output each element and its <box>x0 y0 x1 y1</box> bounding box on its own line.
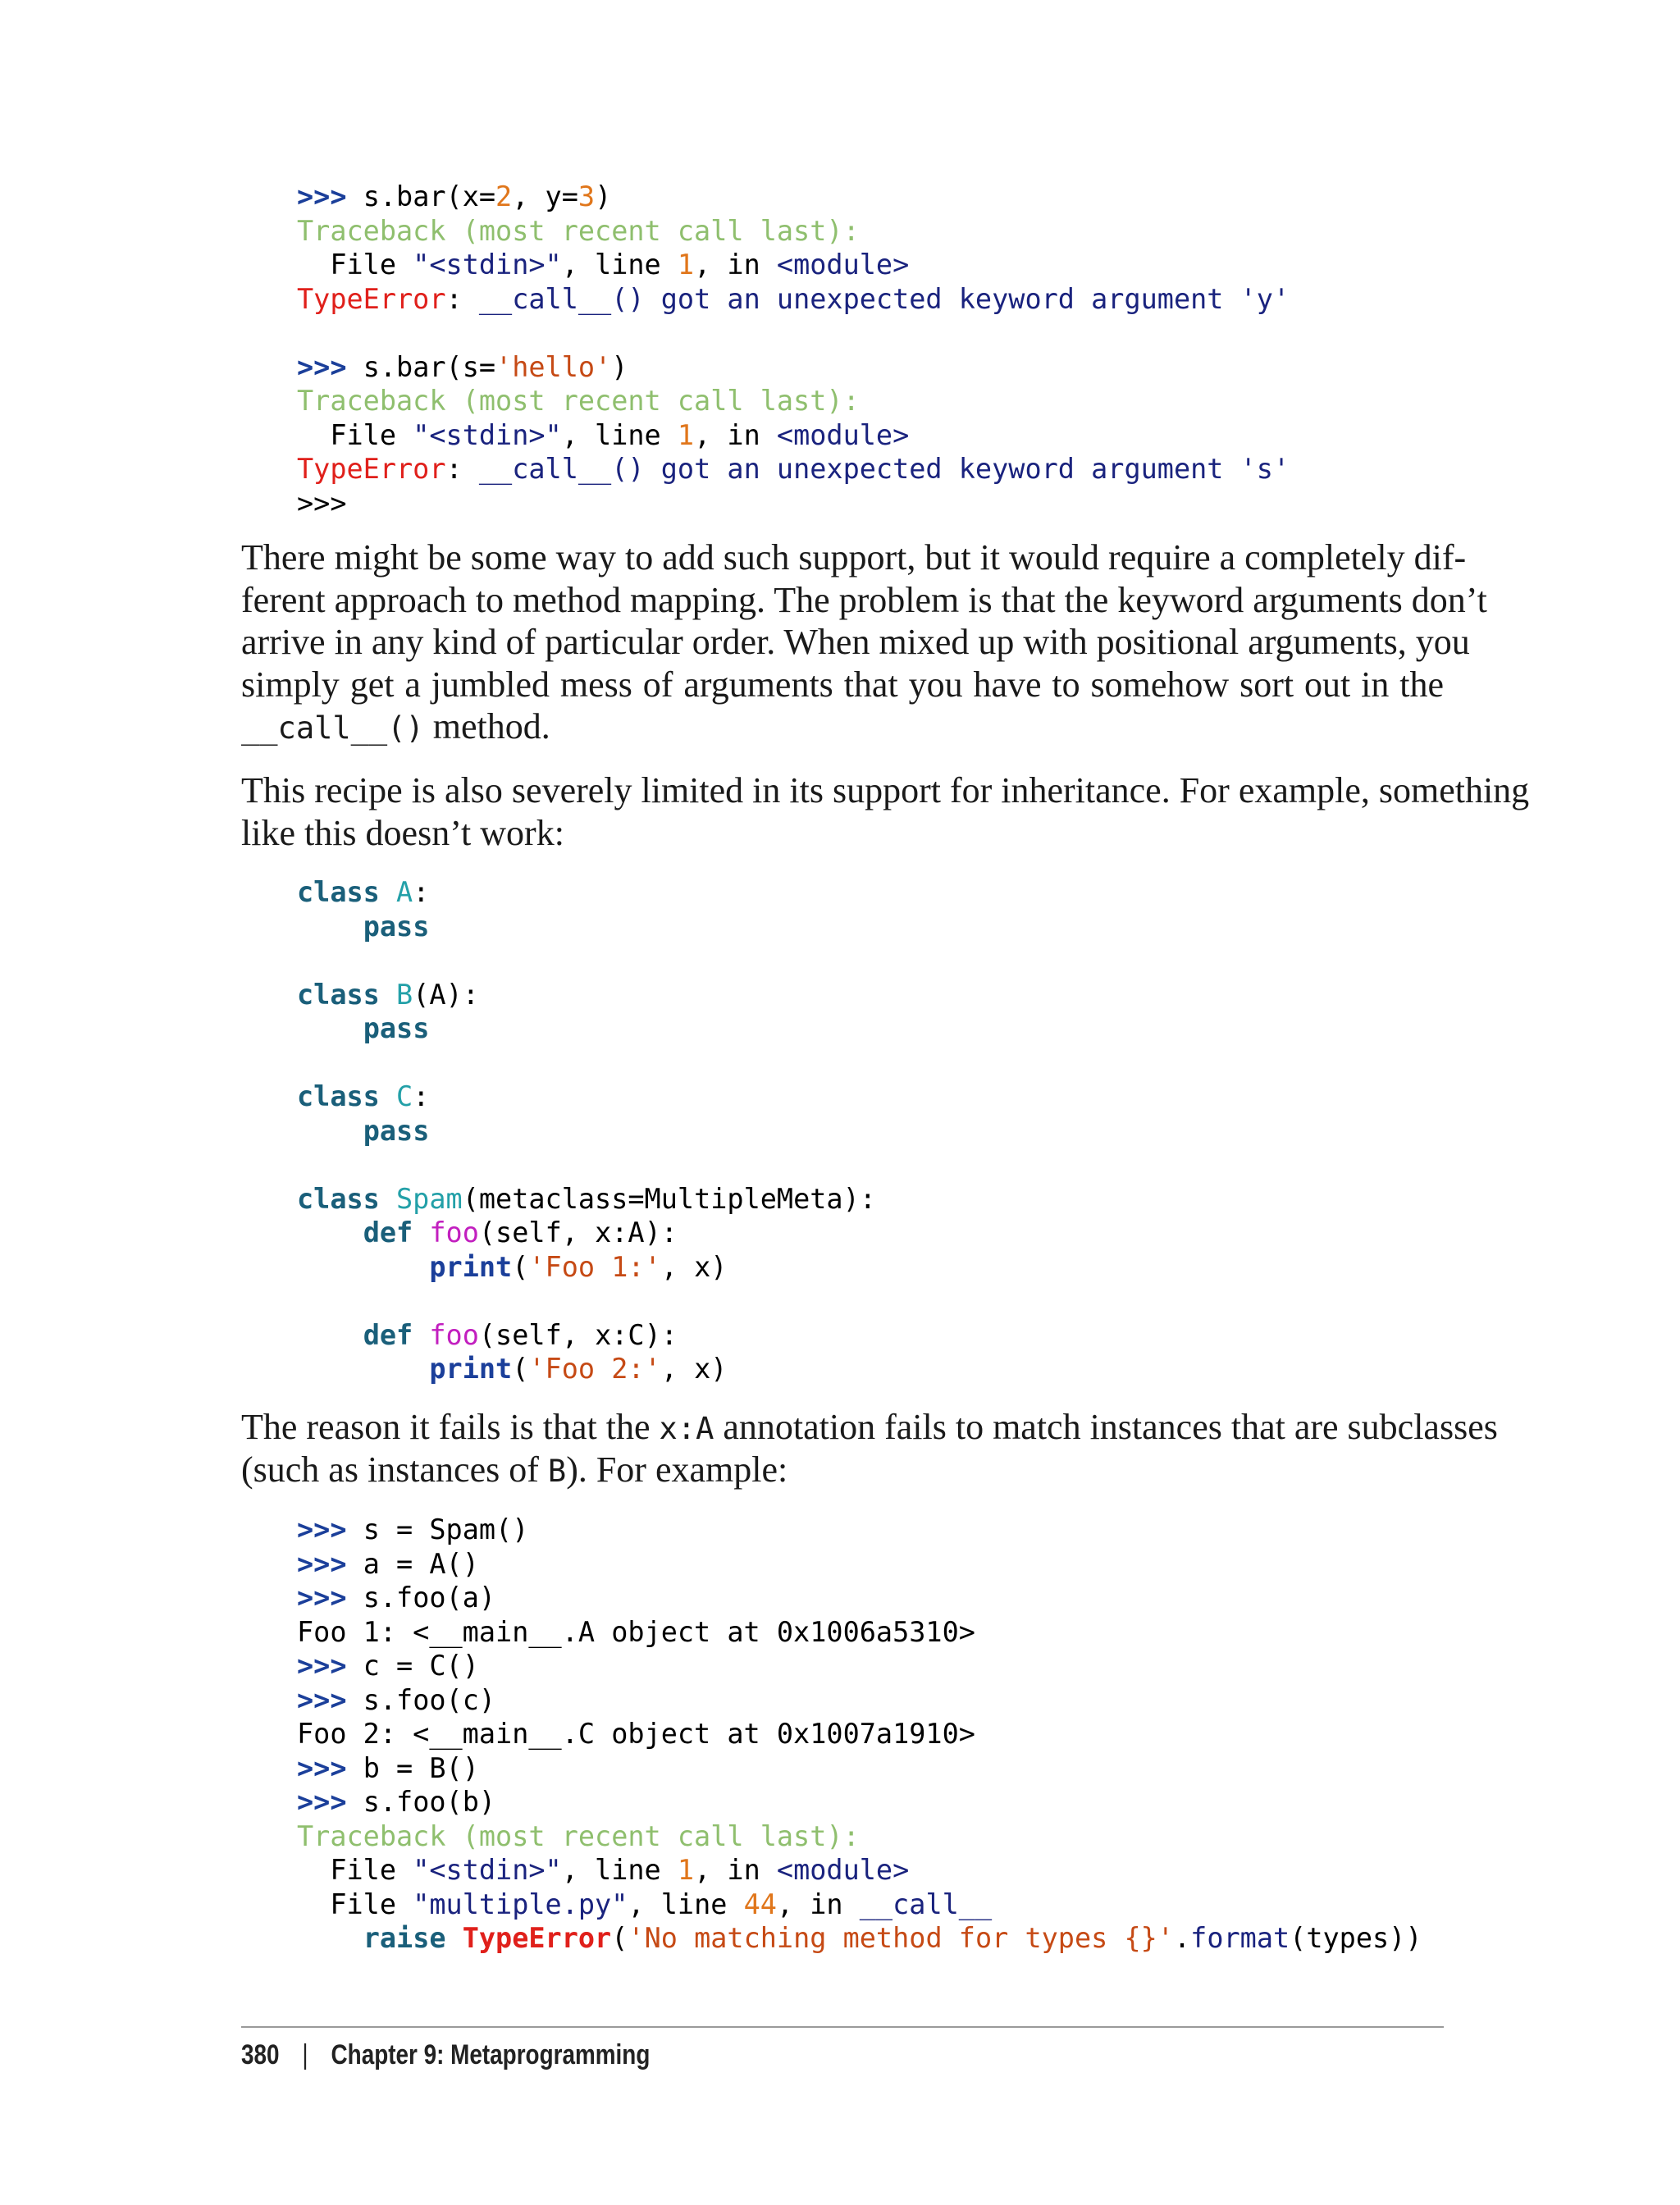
code-token: class <box>297 978 397 1011</box>
code-line <box>297 1888 1422 1922</box>
code-line <box>297 418 1290 453</box>
code-token: >>> <box>297 1547 363 1580</box>
code-token: TypeError <box>297 453 446 485</box>
code-line <box>297 1046 876 1080</box>
text-line <box>241 621 1470 664</box>
text-line <box>241 579 1487 622</box>
code-token: __call__() got an unexpected keyword argument 'y' <box>478 282 1290 315</box>
code-line <box>297 1683 1422 1718</box>
code-token: s.bar(s= <box>363 350 496 383</box>
code-token: , line <box>561 1854 678 1886</box>
paragraph-inheritance-limits <box>241 769 1530 854</box>
code-token: ( <box>512 1250 529 1283</box>
text-line <box>241 705 1444 748</box>
code-token: ) <box>611 350 628 383</box>
code-line <box>297 1649 1422 1683</box>
code-token: >>> <box>297 1751 363 1784</box>
code-token: 'No matching method for types {}' <box>628 1922 1174 1954</box>
code-token: File <box>297 1854 413 1886</box>
code-token <box>297 1319 363 1351</box>
code-token: b = B() <box>363 1751 479 1784</box>
code-token: "<stdin>" <box>413 249 562 281</box>
code-token: pass <box>363 910 430 943</box>
code-token: format <box>1190 1922 1290 1954</box>
code-token: "multiple.py" <box>413 1888 628 1920</box>
code-line <box>297 910 876 944</box>
inline-code: x:A <box>659 1411 714 1446</box>
code-token: class <box>297 1182 397 1215</box>
code-token: : <box>413 1080 430 1112</box>
code-token: File <box>297 1888 413 1920</box>
code-line <box>297 1216 876 1250</box>
code-listing-class-hierarchy <box>297 875 876 1386</box>
code-line <box>297 214 1290 249</box>
text-run: There might be some way to add such support, but it would require a completely dif- <box>241 537 1467 578</box>
code-line <box>297 1352 876 1386</box>
code-token: "<stdin>" <box>413 418 562 451</box>
paragraph-annotation-failure <box>241 1406 1498 1491</box>
code-line <box>297 978 876 1012</box>
code-token: Foo 2: <__main__.C object at 0x1007a1910> <box>297 1718 975 1750</box>
code-token: ) <box>595 180 612 212</box>
code-token: >>> <box>297 1650 363 1682</box>
code-token: , in <box>694 249 777 281</box>
code-token: print <box>429 1250 513 1283</box>
code-token: 44 <box>743 1888 777 1920</box>
code-token <box>297 1012 363 1044</box>
code-token: __call__ <box>859 1888 993 1920</box>
code-token: , y= <box>512 180 578 212</box>
code-token <box>297 1115 363 1147</box>
inline-code: __call__() <box>241 710 424 746</box>
chapter-title: Chapter 9: Metaprogramming <box>331 2039 651 2070</box>
code-token: : <box>445 282 479 315</box>
text-run: The reason it fails is that the <box>241 1407 660 1447</box>
code-line <box>297 350 1290 385</box>
code-token: (self, x:A): <box>478 1217 678 1249</box>
code-token: (types)) <box>1290 1922 1422 1954</box>
text-line <box>241 812 1444 855</box>
code-token: C <box>396 1080 413 1112</box>
code-token: Traceback (most recent call last): <box>297 385 860 417</box>
code-token: (A): <box>413 978 479 1011</box>
footer-separator: | <box>302 2039 308 2070</box>
code-token: foo <box>429 1217 479 1249</box>
code-line <box>297 1785 1422 1819</box>
code-line <box>297 1717 1422 1751</box>
code-line <box>297 943 876 978</box>
code-line <box>297 1751 1422 1786</box>
text-run: simply get a jumbled mess of arguments that you have to somehow sort out in the <box>241 664 1444 705</box>
code-token: , line <box>561 249 678 281</box>
code-token: (metaclass=MultipleMeta): <box>462 1182 876 1215</box>
code-token: Spam <box>396 1182 463 1215</box>
text-line <box>241 1406 1498 1449</box>
code-token: def <box>363 1318 430 1351</box>
code-line <box>297 1148 876 1182</box>
code-line <box>297 1547 1422 1582</box>
code-line <box>297 1080 876 1114</box>
code-line <box>297 1921 1422 1956</box>
page-number: 380 <box>241 2039 280 2070</box>
code-token: >>> <box>297 1582 363 1614</box>
code-token <box>297 1922 363 1954</box>
code-token: s = Spam() <box>363 1513 529 1545</box>
code-line <box>297 1114 876 1148</box>
code-token: >>> <box>297 180 363 212</box>
code-token <box>297 1217 363 1249</box>
code-token: class <box>297 876 397 908</box>
code-line <box>297 180 1290 214</box>
code-line <box>297 282 1290 317</box>
code-token: B <box>396 978 413 1011</box>
text-run: ). For example: <box>566 1449 788 1490</box>
code-token: s.foo(c) <box>363 1683 496 1716</box>
code-token: s.bar(x= <box>363 180 496 212</box>
code-token: Traceback (most recent call last): <box>297 214 860 247</box>
code-token: File <box>297 249 413 281</box>
code-token: A <box>396 876 413 908</box>
code-token: def <box>363 1217 430 1249</box>
code-token: ( <box>611 1922 628 1954</box>
code-token: , in <box>694 418 777 451</box>
code-line <box>297 248 1290 282</box>
code-line <box>297 1513 1422 1547</box>
code-token: , x) <box>660 1353 728 1385</box>
code-token: pass <box>363 1012 430 1044</box>
code-token: c = C() <box>363 1650 479 1682</box>
code-token: File <box>297 418 413 451</box>
code-token: 3 <box>578 180 596 212</box>
code-token: ( <box>512 1353 529 1385</box>
text-run: arrive in any kind of particular order. When mixed up with positional arguments, you <box>241 622 1470 662</box>
code-token: a = A() <box>363 1547 479 1580</box>
code-token <box>297 1251 429 1283</box>
code-token: , in <box>776 1888 860 1920</box>
code-token: s.foo(a) <box>363 1582 496 1614</box>
footer-divider <box>241 2026 1444 2028</box>
code-line <box>297 1615 1422 1650</box>
code-listing-foo-calls <box>297 1513 1422 1956</box>
code-line <box>297 1250 876 1285</box>
code-token: >>> <box>297 1513 363 1545</box>
code-token: Traceback (most recent call last): <box>297 1819 860 1852</box>
code-token <box>297 911 363 943</box>
code-token: >>> <box>297 350 363 383</box>
code-token: : <box>445 453 479 485</box>
code-token: >>> <box>297 1786 363 1818</box>
code-token: , line <box>561 418 678 451</box>
code-line <box>297 316 1290 350</box>
code-token: TypeError <box>297 282 446 315</box>
code-token: 1 <box>677 1854 695 1886</box>
code-line <box>297 1819 1422 1854</box>
code-token: <module> <box>776 1854 910 1886</box>
code-token: 1 <box>677 418 695 451</box>
code-token: 'hello' <box>495 350 612 383</box>
code-token: 'Foo 2:' <box>528 1353 661 1385</box>
code-line <box>297 452 1290 486</box>
text-run: like this doesn’t work: <box>241 812 564 853</box>
code-token: 2 <box>495 180 513 212</box>
code-token: TypeError <box>462 1922 612 1954</box>
code-line <box>297 1284 876 1318</box>
code-token: , in <box>694 1854 777 1886</box>
text-line <box>241 536 1467 579</box>
code-token: class <box>297 1080 397 1112</box>
code-token: <module> <box>776 418 910 451</box>
code-token: , x) <box>660 1250 728 1283</box>
code-token: 'Foo 1:' <box>528 1250 661 1283</box>
text-run: This recipe is also severely limited in its support for inheritance. For example, something <box>241 770 1530 810</box>
inline-code: B <box>547 1453 567 1489</box>
code-token: >>> <box>297 1683 363 1716</box>
text-line <box>241 1449 1444 1491</box>
code-token: __call__() got an unexpected keyword argument 's' <box>478 453 1290 485</box>
code-token: print <box>429 1353 513 1385</box>
code-token: foo <box>429 1318 479 1351</box>
code-token: "<stdin>" <box>413 1854 562 1886</box>
text-run: annotation fails to match instances that are subclasses <box>714 1407 1498 1447</box>
code-token: s.foo(b) <box>363 1786 496 1818</box>
code-token: . <box>1173 1922 1191 1954</box>
paragraph-keyword-support <box>241 536 1487 748</box>
text-run: method. <box>423 706 550 746</box>
code-line <box>297 486 1290 521</box>
code-listing-keyword-errors <box>297 180 1290 520</box>
text-run: (such as instances of <box>241 1449 548 1490</box>
code-token: Foo 1: <__main__.A object at 0x1006a5310> <box>297 1615 975 1648</box>
text-line <box>241 769 1530 812</box>
code-token: (self, x:C): <box>478 1318 678 1351</box>
code-line <box>297 1581 1422 1615</box>
code-line <box>297 1318 876 1353</box>
code-token: <module> <box>776 249 910 281</box>
page-footer <box>241 2039 650 2071</box>
code-token: : <box>413 876 430 908</box>
code-token <box>297 1353 429 1385</box>
code-token: raise <box>363 1922 463 1954</box>
code-line <box>297 875 876 910</box>
code-line <box>297 1853 1422 1888</box>
text-run: ferent approach to method mapping. The problem is that the keyword arguments don’t <box>241 579 1487 620</box>
code-line <box>297 1182 876 1217</box>
code-line <box>297 384 1290 418</box>
code-token: , line <box>628 1888 744 1920</box>
code-token: >>> <box>297 486 347 519</box>
text-line <box>241 664 1444 706</box>
code-token: pass <box>363 1114 430 1147</box>
code-line <box>297 1011 876 1046</box>
code-token: 1 <box>677 249 695 281</box>
